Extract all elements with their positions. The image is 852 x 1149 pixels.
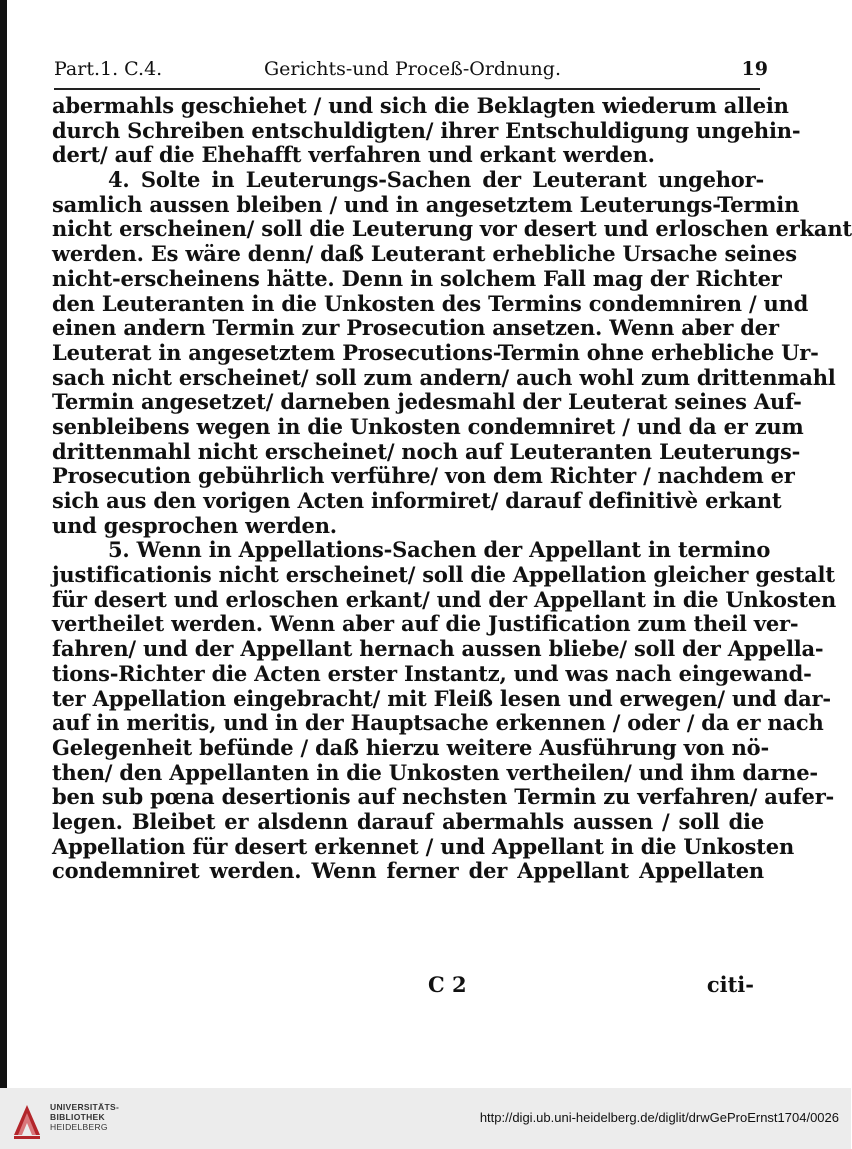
text-line: ben sub pœna desertionis auf nechsten Termin zu verfahren/ aufer-	[52, 784, 835, 810]
viewer-footer-bar	[0, 1088, 851, 1149]
library-name-line: BIBLIOTHEK	[50, 1112, 105, 1122]
catchword: citi-	[706, 972, 754, 997]
page-edge-shadow	[0, 0, 7, 1088]
text-line: fahren/ und der Appellant hernach aussen bliebe/ soll der Appella-	[52, 636, 824, 662]
header-title: Gerichts-und Proceß-Ordnung.	[264, 58, 561, 80]
header-rule	[54, 88, 760, 90]
text-line: werden. Es wäre denn/ daß Leuterant erhebliche Ursache seines	[52, 241, 797, 267]
text-line: ter Appellation eingebracht/ mit Fleiß lesen und erwegen/ und dar-	[52, 685, 831, 711]
library-name-line: HEIDELBERG	[50, 1122, 108, 1132]
body-text	[52, 93, 852, 884]
text-line: Gelegenheit befünde / daß hierzu weitere Ausführung von nö-	[52, 734, 769, 760]
text-line: dert/ auf die Ehehafft verfahren und erkant werden.	[52, 142, 655, 168]
text-line: condemniret werden. Wenn ferner der Appellant Appellaten	[52, 858, 764, 884]
header-part-chapter: Part.1. C.4.	[54, 58, 163, 80]
text-line: vertheilet werden. Wenn aber auf die Justification zum theil ver-	[52, 611, 799, 637]
text-line: drittenmahl nicht erscheinet/ noch auf Leuteranten Leuterungs-	[52, 438, 801, 464]
library-name	[50, 1102, 119, 1132]
library-name-line: UNIVERSITÄTS-	[50, 1102, 120, 1112]
text-line: nicht erscheinen/ soll die Leuterung vor desert und erloschen erkant	[52, 216, 852, 242]
text-line: Termin angesetzet/ darneben jedesmahl der Leuterat seines Auf-	[52, 389, 802, 415]
text-line: 4. Solte in Leuterungs-Sachen der Leuterant ungehor-	[108, 167, 764, 193]
text-line: legen. Bleibet er alsdenn darauf abermahls aussen / soll die	[52, 808, 764, 834]
text-line: justificationis nicht erscheinet/ soll die Appellation gleicher gestalt	[52, 562, 835, 588]
library-logo-icon	[10, 1095, 44, 1141]
page-number: 19	[741, 58, 768, 80]
source-url-link[interactable]: http://digi.ub.uni-heidelberg.de/diglit/drwGeProErnst1704/0026	[479, 1110, 839, 1125]
text-line: Appellation für desert erkennet / und Appellant in die Unkosten	[52, 833, 795, 859]
text-line: nicht-erscheinens hätte. Denn in solchem Fall mag der Richter	[52, 265, 782, 291]
text-line: auf in meritis, und in der Hauptsache erkennen / oder / da er nach	[52, 710, 824, 736]
text-line: sach nicht erscheinet/ soll zum andern/ auch wohl zum drittenmahl	[52, 364, 836, 390]
text-line: für desert und erloschen erkant/ und der Appellant in die Unkosten	[52, 586, 837, 612]
text-line: und gesprochen werden.	[52, 512, 337, 538]
text-line: sich aus den vorigen Acten informiret/ darauf definitivè erkant	[52, 488, 782, 513]
text-line: den Leuteranten in die Unkosten des Termins condemniren / und	[52, 290, 809, 316]
text-line: 5. Wenn in Appellations-Sachen der Appellant in termino	[108, 537, 771, 563]
running-header	[54, 56, 768, 90]
text-line: durch Schreiben entschuldigten/ ihrer Entschuldigung ungehin-	[52, 117, 801, 143]
text-line: Leuterat in angesetztem Prosecutions-Termin ohne erhebliche Ur-	[52, 339, 819, 365]
text-line: senbleibens wegen in die Unkosten condemniret / und da er zum	[52, 413, 804, 439]
text-line: then/ den Appellanten in die Unkosten vertheilen/ und ihm darne-	[52, 759, 818, 785]
page-footer	[52, 972, 764, 1002]
text-line: Prosecution gebührlich verführe/ von dem Richter / nachdem er	[52, 463, 795, 489]
text-line: samlich aussen bleiben / und in angesetztem Leuterungs-Termin	[52, 191, 800, 217]
text-line: abermahls geschiehet / und sich die Beklagten wiederum allein	[52, 93, 789, 118]
text-line: einen andern Termin zur Prosecution ansetzen. Wenn aber der	[52, 315, 779, 341]
signature-mark: C 2	[428, 972, 467, 997]
text-line: tions-Richter die Acten erster Instantz, und was nach eingewand-	[52, 660, 812, 686]
